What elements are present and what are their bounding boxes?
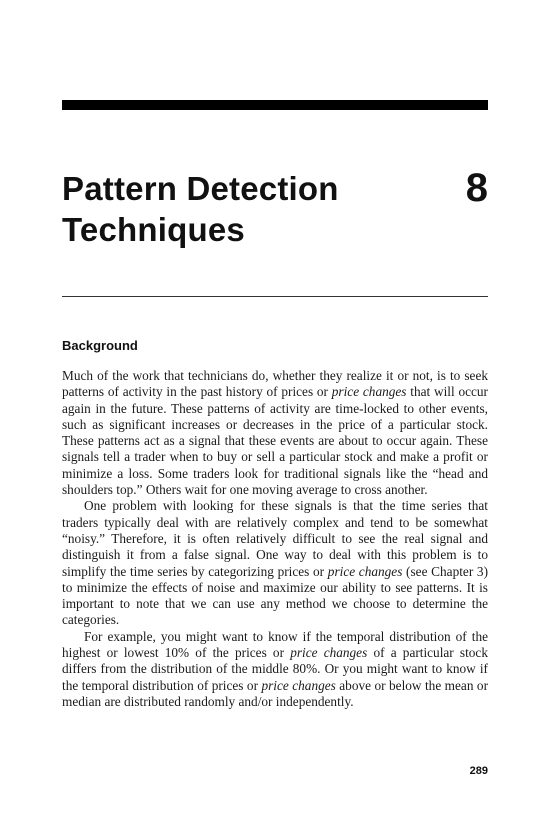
section-heading: Background [62,338,138,353]
chapter-number: 8 [465,166,488,210]
italic-term: price changes [327,563,403,579]
text-run: Much of the work that technicians do, whether they realize it or not, is to seek patterns of activity in the past history of prices or [62,368,488,400]
text-run: (see Chapter 3) to minimize the effects of noise and maximize our ability to see patterns. It is important to note that we can use any method we choose to determine the categories. [62,563,489,628]
paragraph [62,629,488,710]
chapter-top-rule [62,100,488,110]
text-run: of a particular stock differs from the distribution of the middle 80%. Or you might want to know if the temporal distribution of prices or [62,645,488,693]
paragraph [62,368,488,498]
italic-term: price changes [331,384,407,400]
chapter-title: Pattern Detection Techniques [62,170,339,248]
page-number: 289 [469,765,488,777]
text-run: One problem with looking for these signals is that the time series that traders typically deal with are relatively complex and tend to be somewhat “noisy.” Therefore, it is often relatively difficult to see the real signal and distinguish it from a false signal. One way to deal with this problem is to simplify the time series by categorizing prices or [62,498,488,579]
text-run: that will occur again in the future. These patterns of activity are time-locked to other events, such as significant increases or decreases in the price of a particular stock. These patterns act as a signal that these events are about to occur again. These signals tell a trader when to buy or sell a particular stock and make a profit or minimize a loss. Some traders look for traditional signals like the “head and shoulders top.” Others wait for one moving average to cross another. [62,384,488,498]
text-run: For example, you might want to know if the temporal distribution of the highest or lowest 10% of the prices or [62,628,488,661]
chapter-divider-rule [62,296,488,297]
italic-term: price changes [290,645,368,661]
paragraph [62,498,488,628]
text-run: above or below the mean or median are distributed randomly and/or independently. [62,677,489,709]
body-text [62,368,488,710]
italic-term: price changes [261,677,336,693]
